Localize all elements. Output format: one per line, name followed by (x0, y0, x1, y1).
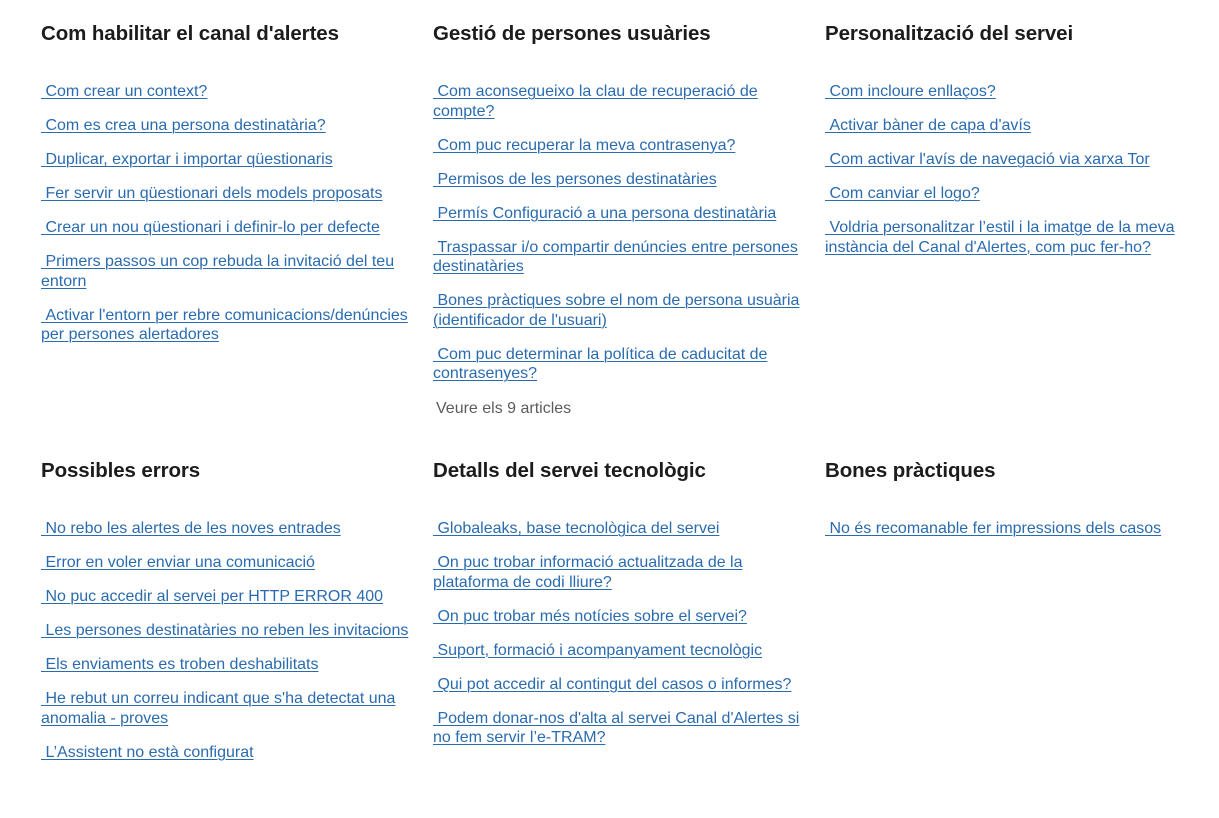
article-list (433, 82, 805, 384)
article-link[interactable]: Qui pot accedir al contingut del casos o informes? (437, 675, 792, 693)
article-list-item (41, 655, 413, 675)
article-link[interactable]: No puc accedir al servei per HTTP ERROR 400 (45, 588, 384, 605)
article-link[interactable]: Voldria personalitzar l’estil i la imatge de la meva instància del Canal d'Alertes, com puc fer-ho? (825, 219, 1175, 256)
article-link[interactable]: Les persones destinatàries no reben les invitacions (45, 622, 409, 639)
article-link[interactable]: No és recomanable fer impressions dels casos (829, 520, 1162, 537)
section-detalls-del-servei-tecnologic (433, 457, 825, 777)
article-list-item (825, 184, 1197, 204)
article-list (41, 519, 413, 762)
section-title: Bones pràctiques (825, 459, 996, 482)
article-link[interactable]: On puc trobar informació actualitzada de la plataforma de codi lliure? (433, 554, 743, 591)
article-link[interactable]: Com activar l'avís de navegació via xarxa Tor (829, 151, 1150, 168)
article-list-item (41, 218, 413, 238)
article-list-item (433, 553, 805, 592)
article-link[interactable]: Permisos de les persones destinatàries (437, 170, 717, 188)
article-link[interactable]: On puc trobar més notícies sobre el servei? (437, 607, 747, 625)
article-link[interactable]: Fer servir un qüestionari dels models proposats (45, 185, 383, 202)
article-list (433, 519, 805, 748)
article-list-item (41, 82, 413, 102)
article-list-item (433, 641, 805, 661)
article-list-item (433, 136, 805, 156)
article-list-item (433, 238, 805, 277)
section-possibles-errors (41, 457, 433, 777)
article-list-item (41, 621, 413, 641)
article-list-item (41, 306, 413, 345)
article-link[interactable]: Primers passos un cop rebuda la invitació del teu entorn (41, 253, 395, 290)
section-title: Possibles errors (41, 459, 201, 482)
article-link[interactable]: No rebo les alertes de les noves entrades (45, 520, 341, 537)
article-list-item (433, 204, 805, 224)
article-link[interactable]: Els enviaments es troben deshabilitats (45, 656, 319, 673)
article-list (825, 519, 1197, 539)
article-list-item (41, 252, 413, 291)
section-title: Com habilitar el canal d'alertes (41, 22, 339, 45)
article-list-item (41, 116, 413, 136)
article-list-item (41, 743, 413, 763)
article-link[interactable]: Com canviar el logo? (829, 185, 980, 202)
article-link[interactable]: Bones pràctiques sobre el nom de persona usuària (identificador de l'usuari) (433, 292, 800, 329)
article-list-item (41, 184, 413, 204)
section-title: Personalització del servei (825, 22, 1074, 45)
article-list-item (41, 553, 413, 573)
article-link[interactable]: Com incloure enllaços? (829, 83, 996, 100)
article-list-item (433, 170, 805, 190)
sections-row-bottom (41, 457, 1217, 777)
article-list-item (433, 345, 805, 384)
article-link[interactable]: Activar l'entorn per rebre comunicacions/denúncies per persones alertadores (41, 306, 408, 343)
article-list-item (41, 587, 413, 607)
article-link[interactable]: Traspassar i/o compartir denúncies entre persones destinatàries (433, 238, 798, 275)
article-link[interactable]: Com crear un context? (45, 83, 208, 100)
article-list (41, 82, 413, 345)
article-list-item (433, 519, 805, 539)
section-bones-practiques (825, 457, 1217, 777)
article-list (825, 82, 1197, 257)
article-link[interactable]: Error en voler enviar una comunicació (45, 554, 315, 571)
section-personalitzacio-del-servei (825, 20, 1217, 419)
sections-row-top (41, 20, 1217, 419)
article-list-item (41, 519, 413, 539)
section-com-habilitar-el-canal-d-alertes (41, 20, 433, 419)
article-link[interactable]: He rebut un correu indicant que s'ha detectat una anomalia - proves (41, 690, 396, 727)
section-title: Gestió de persones usuàries (433, 22, 711, 45)
section-gestio-de-persones-usuaries (433, 20, 825, 419)
see-all-articles-link[interactable]: Veure els 9 articles (436, 400, 572, 417)
article-link[interactable]: Duplicar, exportar i importar qüestionaris (45, 151, 333, 168)
article-link[interactable]: Activar bàner de capa d'avís (829, 117, 1031, 134)
article-list-item (825, 116, 1197, 136)
article-list-item (825, 519, 1197, 539)
article-list-item (41, 689, 413, 728)
article-list-item (433, 675, 805, 695)
article-link[interactable]: Crear un nou qüestionari i definir-lo per defecte (45, 219, 380, 236)
article-link[interactable]: Permís Configuració a una persona destinatària (437, 204, 777, 222)
article-link[interactable]: Suport, formació i acompanyament tecnològic (437, 641, 763, 659)
article-link[interactable]: Com puc determinar la política de caducitat de contrasenyes? (433, 345, 768, 382)
article-list-item (825, 82, 1197, 102)
article-link[interactable]: Com aconsegueixo la clau de recuperació de compte? (433, 83, 758, 120)
article-list-item (433, 82, 805, 121)
article-link[interactable]: Podem donar-nos d'alta al servei Canal d'Alertes si no fem servir l’e-TRAM? (433, 709, 800, 746)
article-link[interactable]: Com es crea una persona destinatària? (45, 117, 326, 134)
article-list-item (433, 607, 805, 627)
article-list-item (433, 709, 805, 748)
article-list-item (433, 291, 805, 330)
article-list-item (825, 150, 1197, 170)
section-title: Detalls del servei tecnològic (433, 459, 706, 482)
article-link[interactable]: Globaleaks, base tecnològica del servei (437, 520, 720, 537)
article-list-item (825, 218, 1197, 257)
article-link[interactable]: Com puc recuperar la meva contrasenya? (437, 136, 736, 154)
article-list-item (41, 150, 413, 170)
article-link[interactable]: L’Assistent no està configurat (45, 743, 254, 761)
